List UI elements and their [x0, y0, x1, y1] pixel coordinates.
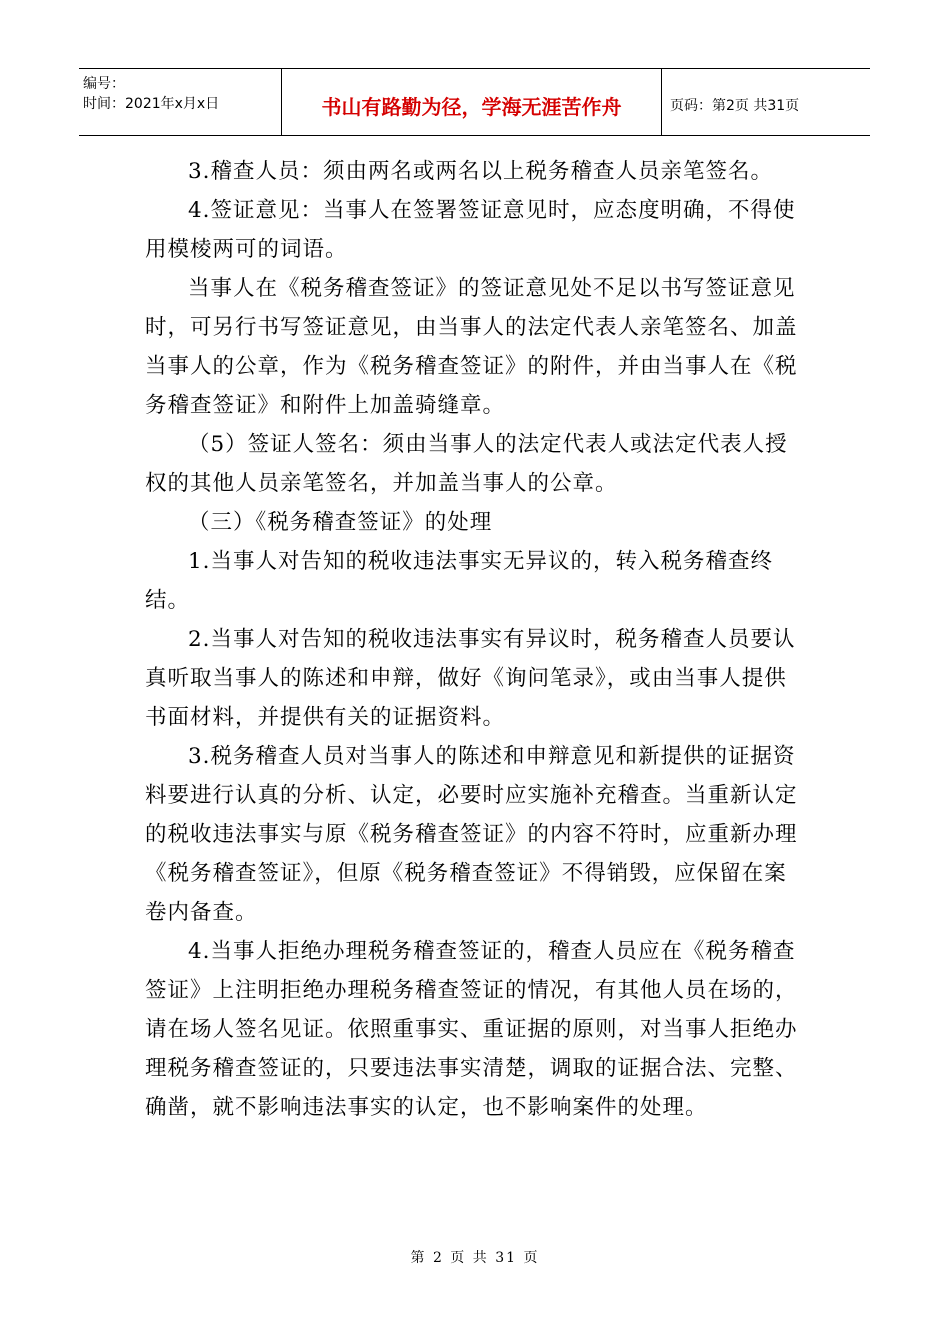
paragraph: 4.当事人拒绝办理税务稽查签证的，稽查人员应在《税务稽查签证》上注明拒绝办理税务稽查签证的情况，有其他人员在场的，请在场人签名见证。依照重事实、重证据的原则，对当事人拒绝办理税务稽查签证的，只要违法事实清楚，调取的证据合法、完整、确凿，就不影响违法事实的认定，也不影响案件的处理。 — [145, 939, 798, 1120]
header-page-info: 页码：第2页 共31页 — [670, 98, 800, 114]
document-number-label: 编号： — [83, 76, 125, 92]
paragraph: （5）签证人签名：须由当事人的法定代表人或法定代表人授权的其他人员亲笔签名，并加盖当事人的公章。 — [145, 432, 788, 496]
paragraph: 2.当事人对告知的税收违法事实有异议时，税务稽查人员要认真听取当事人的陈述和申辩，做好《询问笔录》，或由当事人提供书面材料，并提供有关的证据资料。 — [145, 627, 796, 730]
header-page-cell — [662, 69, 870, 135]
paragraph: 4.签证意见：当事人在签署签证意见时，应态度明确，不得使用模棱两可的词语。 — [145, 198, 796, 262]
header-meta-cell — [79, 69, 282, 135]
paragraph: 3.税务稽查人员对当事人的陈述和申辩意见和新提供的证据资料要进行认真的分析、认定，必要时应实施补充稽查。当重新认定的税收违法事实与原《税务稽查签证》的内容不符时，应重新办理《税务稽查签证》，但原《税务稽查签证》不得销毁，应保留在案卷内备查。 — [145, 744, 798, 925]
header-motto-cell — [282, 69, 662, 135]
paragraph: 3.稽查人员：须由两名或两名以上税务稽查人员亲笔签名。 — [188, 159, 774, 184]
page-footer: 第 2 页 共 31 页 — [410, 1250, 540, 1266]
header-motto: 书山有路勤为径，学海无涯苦作舟 — [321, 95, 622, 119]
paragraph: 1.当事人对告知的税收违法事实无异议的，转入税务稽查终结。 — [145, 549, 774, 613]
section-heading: （三）《税务稽查签证》的处理 — [188, 510, 493, 535]
page-header — [79, 68, 870, 136]
document-date-label: 时间：2021年x月x日 — [83, 96, 220, 112]
paragraph: 当事人在《税务稽查签证》的签证意见处不足以书写签证意见时，可另行书写签证意见，由当事人的法定代表人亲笔签名、加盖当事人的公章，作为《税务稽查签证》的附件，并由当事人在《税务稽查签证》和附件上加盖骑缝章。 — [145, 276, 798, 418]
document-body — [145, 152, 805, 1127]
